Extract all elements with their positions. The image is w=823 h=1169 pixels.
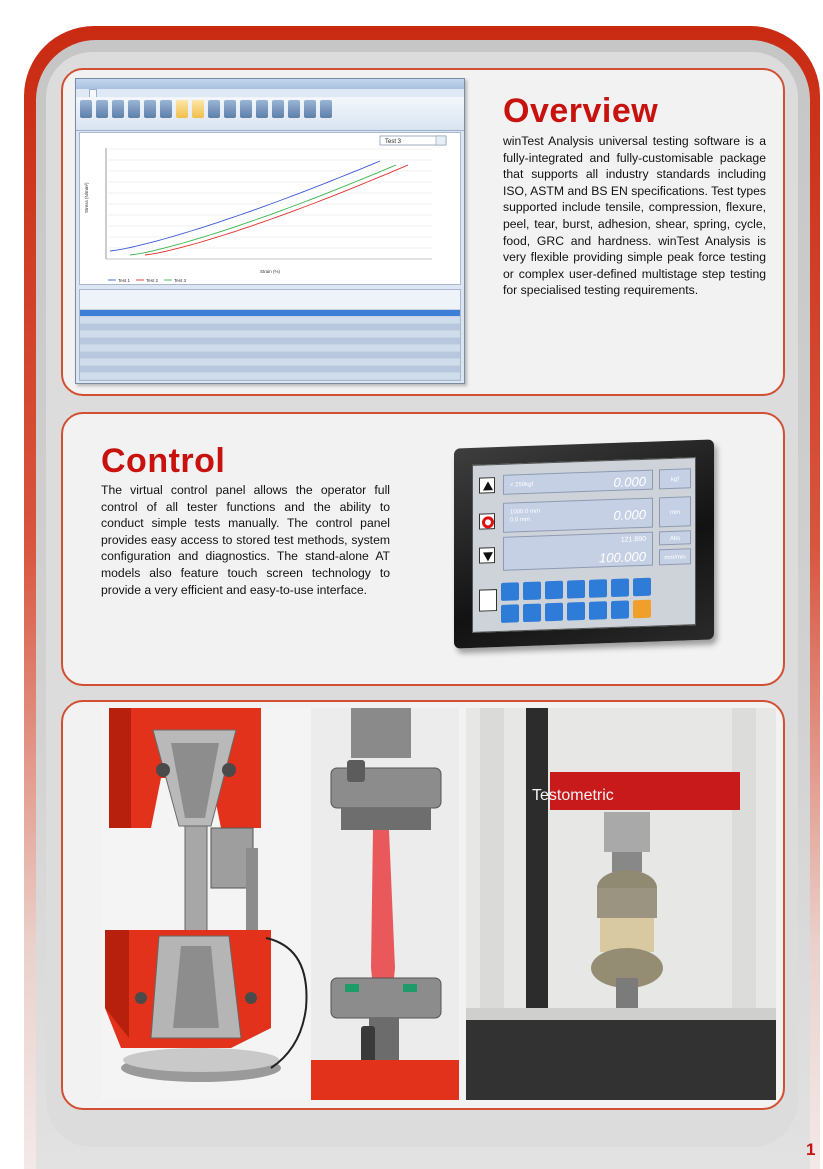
extension-sublabel-a: 1000.0 mm (510, 508, 541, 516)
table-row (80, 324, 460, 331)
control-body-text: The virtual control panel allows the operator full control of all tester functions and the ability to conduct simple tests manually. The control panel provides easy access to stored test methods, system configuration and diagnostics. The stand-alone AT models also feature touch screen technology to provide a very efficient and easy-to-use interface. (101, 483, 390, 597)
ribbon-icon (176, 100, 188, 118)
function-key-icon (545, 603, 563, 622)
ribbon-icon (256, 100, 268, 118)
vice-grip-photo (311, 708, 459, 1100)
table-row (80, 366, 460, 373)
function-key-icon (523, 604, 541, 623)
chart-gridlines (106, 149, 432, 259)
ribbon-icon (192, 100, 204, 118)
ribbon-icon (128, 100, 140, 118)
overview-heading: Overview (503, 92, 659, 130)
function-key-icon (611, 600, 629, 619)
ribbon-icon (80, 100, 92, 118)
series-test-1-line (110, 161, 380, 251)
position-unit: Abs (659, 530, 691, 545)
brand-label: Testometric (532, 787, 614, 804)
screenshot-titlebar (76, 79, 464, 89)
photo-panel (61, 700, 785, 1110)
device-screen (472, 457, 696, 633)
table-header-row (80, 290, 460, 310)
screenshot-ribbon-tabs (76, 89, 464, 97)
extension-sublabel-b: 0.0 mm (510, 516, 531, 524)
up-arrow-icon (479, 477, 495, 494)
speed-readout-value: 100.000 (599, 548, 646, 566)
ribbon-icon (160, 100, 172, 118)
extension-unit: mm (659, 496, 691, 527)
overview-panel (61, 68, 785, 396)
table-row (80, 359, 460, 366)
function-key-icon (589, 601, 607, 620)
series-test-3-line (130, 165, 396, 255)
overview-body-text: winTest Analysis universal testing software is a fully-integrated and fully-customisable package that supports all industry standards including ISO, ASTM and BS EN specifications. Test types supported include tensile, compression, flexure, peel, tear, burst, adhesion, shear, spring, cycle, food, GRC and hardness. winTest Analysis is very flexible providing simple peak force testing or complex user-defined multistage step testing for specialised testing requirements. (503, 134, 766, 298)
ribbon-icon (304, 100, 316, 118)
control-panel-section (61, 412, 785, 686)
ribbon-icon (96, 100, 108, 118)
speed-readout (503, 532, 653, 571)
function-keypad (501, 576, 691, 623)
stress-strain-chart-svg (80, 133, 462, 286)
control-panel-device-image (454, 439, 714, 648)
screenshot-tab-active (89, 89, 97, 97)
load-readout (503, 470, 653, 495)
screenshot-results-table (79, 289, 461, 381)
function-key-icon (501, 604, 519, 623)
table-row (80, 373, 460, 380)
speed-unit: mm/min (659, 548, 691, 565)
ribbon-icon (272, 100, 284, 118)
function-key-icon (567, 580, 585, 599)
function-key-icon (501, 582, 519, 601)
power-key-icon (633, 600, 651, 619)
legend-test-1: Test 1 (118, 278, 131, 283)
page-number: 1 (806, 1140, 816, 1159)
ribbon-icon (224, 100, 236, 118)
control-heading: Control (101, 442, 226, 480)
function-key-icon (589, 579, 607, 598)
screenshot-tab (109, 89, 115, 97)
mode-toggle-icon (479, 589, 497, 612)
position-readout-value: 121.890 (620, 535, 646, 544)
ribbon-icon (208, 100, 220, 118)
ribbon-icon (288, 100, 300, 118)
screenshot-chart (79, 132, 461, 285)
screenshot-tab (80, 89, 86, 97)
table-row (80, 317, 460, 324)
function-key-icon (545, 581, 563, 600)
table-row (80, 338, 460, 345)
legend-test-2: Test 2 (146, 278, 159, 283)
function-key-icon (633, 578, 651, 597)
y-axis-label: Stress (N/mm²) (84, 182, 89, 213)
function-key-icon (523, 582, 541, 601)
screenshot-ribbon (76, 97, 464, 131)
ribbon-icon (240, 100, 252, 118)
extension-readout-value: 0.000 (613, 506, 646, 523)
extension-readout (503, 498, 653, 533)
function-key-icon (611, 578, 629, 597)
table-row (80, 345, 460, 352)
x-axis-label: Strain (%) (260, 269, 281, 274)
screenshot-tab (100, 89, 106, 97)
load-readout-value: 0.000 (613, 473, 646, 490)
table-row (80, 352, 460, 359)
ribbon-icon (112, 100, 124, 118)
legend-test-3: Test 3 (174, 278, 187, 283)
load-unit: kgf (659, 468, 691, 489)
load-readout-label: < 250kgf (510, 481, 534, 489)
dropdown-chevron-icon (436, 136, 446, 145)
test-selector-value: Test 3 (385, 139, 402, 145)
ribbon-icon (144, 100, 156, 118)
series-test-2-line (145, 165, 408, 255)
table-row (80, 331, 460, 338)
function-key-icon (567, 602, 585, 621)
down-arrow-icon (479, 547, 495, 564)
compression-test-photo (466, 708, 776, 1100)
software-screenshot (75, 78, 465, 384)
ribbon-icon (320, 100, 332, 118)
stop-icon (479, 513, 495, 530)
table-row (80, 310, 460, 317)
